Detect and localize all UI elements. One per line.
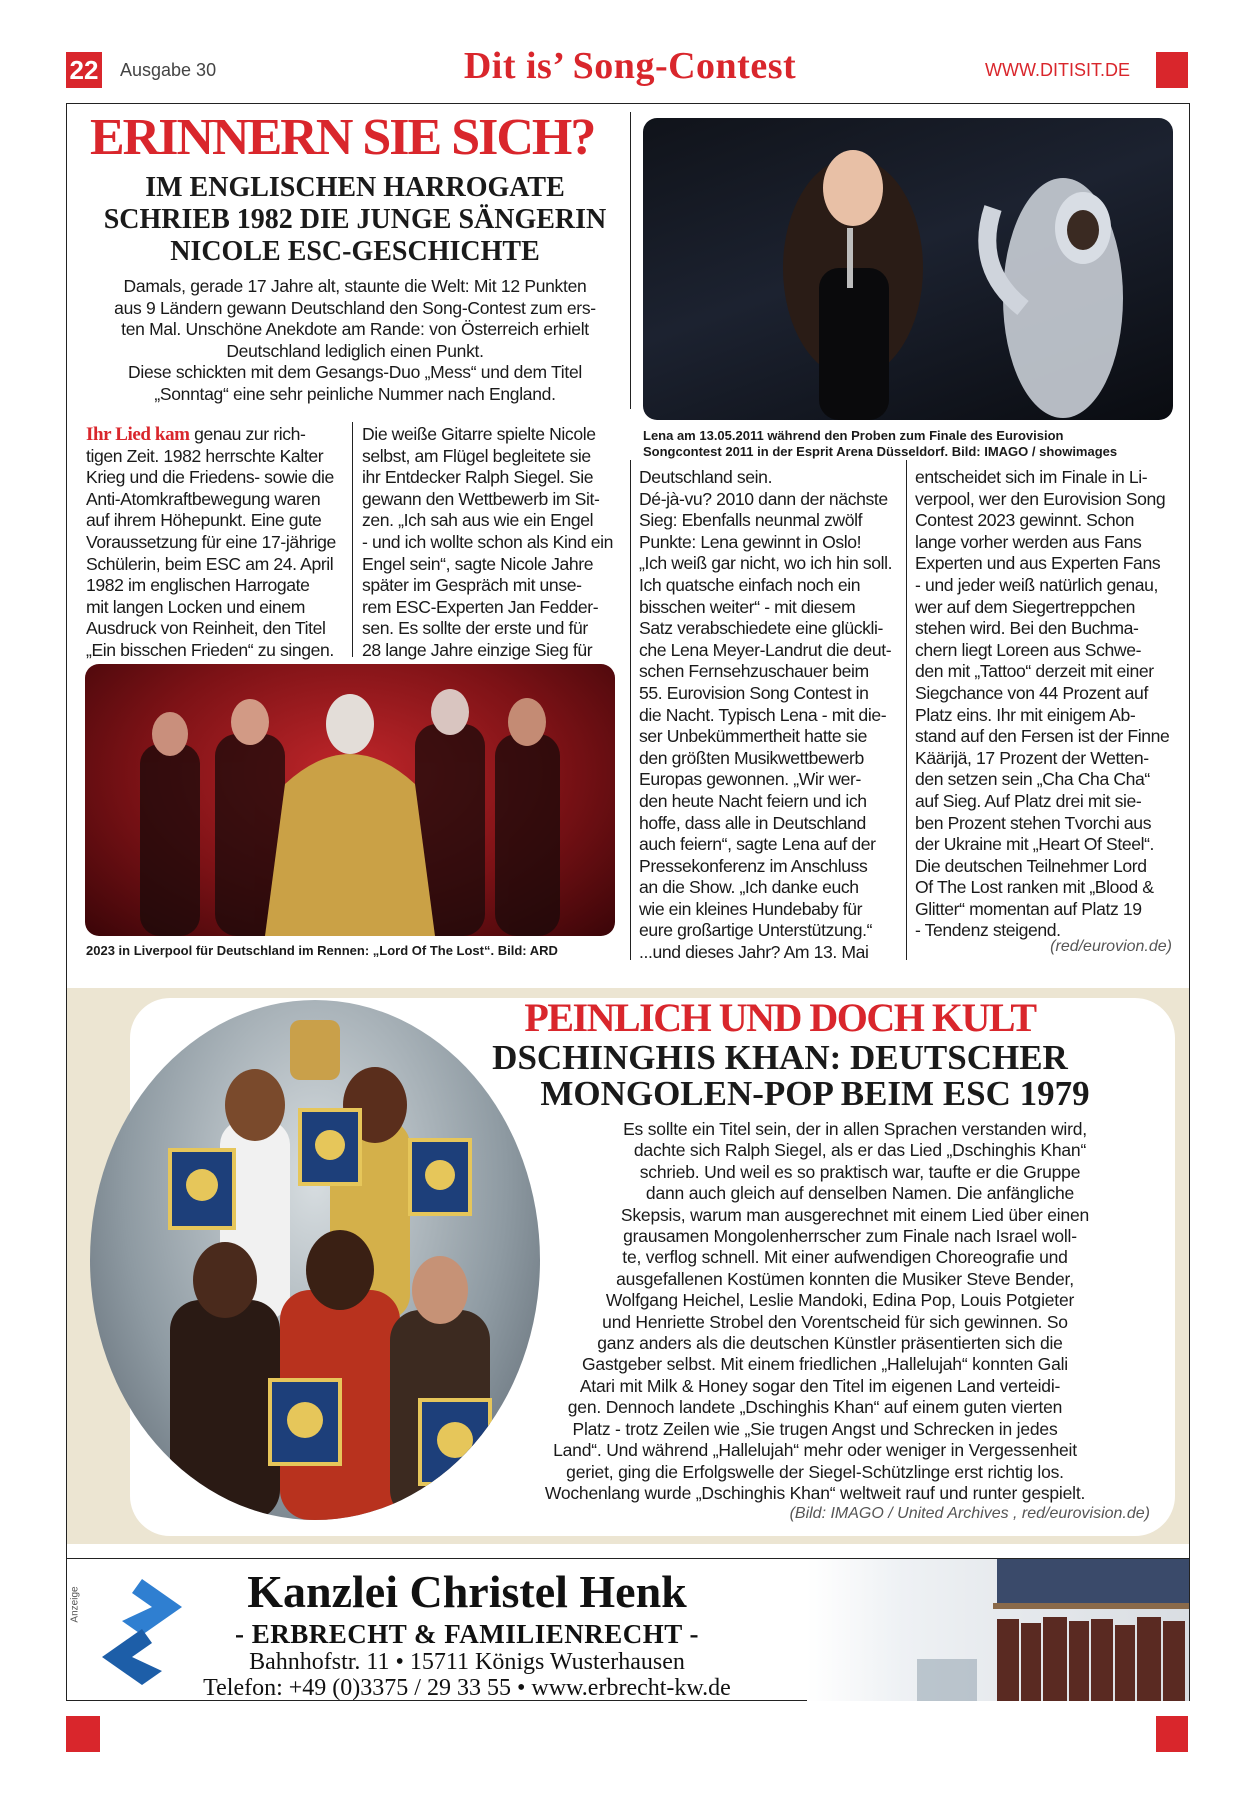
lead-in: Ihr Lied kam: [86, 424, 190, 445]
lord-of-the-lost-photo: [85, 664, 615, 936]
column-rule-3: [630, 460, 631, 960]
article1-column-1: Ihr Lied kam genau zur rich- tigen Zeit. 1982 herrschte Kalter Krieg und die Friedens- sowie die Anti-Atomkraftbewegung waren auf ihrem Höhepunkt. Eine gute Voraussetzung für eine 17-jährige Schülerin, beim ESC am 24. April 1982 im englischen Harrogate mit langen Locken und einem Ausdruck von Reinheit, den Titel „Ein bisschen Frieden“ zu singen.: [86, 424, 336, 660]
article2-body: Es sollte ein Titel sein, der in allen Sprachen verstanden wird, dachte sich Ralph Siegel, als er das Lied „Dschinghis Khan“ schrieb. Und weil es so praktisch war, taufte er die Gruppe dann auch gleich auf denselben Namen. Die anfängliche Skepsis, warum man ausgerechnet mit einem Lied über einen grausamen Mongolenherrscher zum Finale nach Israel woll- te, verflog schnell. Mit einer aufwendigen Choreografie und ausgefallenen Kostümen konnten die Musiker Steve Bender, Wolfgang Heichel, Leslie Mandoki, Edina Pop, Louis Potgieter und Henriette Strobel den Vorentscheid für sich gewinnen. So ganz anders als die deutschen Künstler präsentierten sich die Gastgeber selbst. Mit einem friedlichen „Hallelujah“ konnten Gali Atari mit Milk & Honey sogar den Titel im eigenen Land verteidi- gen. Dennoch landete „Dschinghis Khan“ auf einem guten vierten Platz - trotz Zeilen wie „Sie trugen Angst und Schrecken in jedes Land“. Und während „Hallelujah“ mehr oder weniger in Vergessenheit geriet, ging die Erfolgswelle der Siegel-Schützlinge erst richtig los. Wochenlang wurde „Dschinghis Khan“ weltweit rauf und runter gespielt.: [544, 1119, 1090, 1503]
article1-column-3: Deutschland sein. Dé-jà-vu? 2010 dann der nächste Sieg: Ebenfalls neunmal zwölf Punkte: Lena gewinnt in Oslo! „Ich weiß gar nicht, wo ich hin soll. Ich quatsche einfach noch ein bisschen weiter“ - mit diesem Satz verabschiedete eine glückli- che Lena Meyer-Landrut die deut- schen Fernsehzuschauer beim 55. Eurovision Song Contest in die Nacht. Typisch Lena - mit die- ser Unbekümmertheit hatte sie den größten Musikwettbewerb Europas gewonnen. „Wir wer- den heute Nacht feiern und ich hoffe, dass alle in Deutschland auch feiern“, sagte Lena auf der Pressekonferenz im Anschluss an die Show. „Ich danke euch wie ein kleines Hundebaby für eure großartige Unterstützung.“ ...und dieses Jahr? Am 13. Mai: [639, 467, 893, 963]
corner-marker-top-right: [1156, 52, 1188, 88]
bookshelf-drawing: [807, 1559, 1189, 1701]
bookshelf-photo: [807, 1559, 1189, 1701]
article1-intro: Damals, gerade 17 Jahre alt, staunte die Welt: Mit 12 Punkten aus 9 Ländern gewann Deutschland den Song-Contest zum ers- ten Mal. Unschöne Anekdote am Rande: von Österreich erhielt Deutschland lediglich einen Punkt. Diese schickten mit dem Gesangs-Duo „Mess“ und dem Titel „Sonntag“ eine sehr peinliche Nummer nach England.: [114, 276, 596, 404]
band-photo-drawing: [85, 664, 615, 936]
ad-subtitle: - ERBRECHT & FAMILIENRECHT -: [234, 1619, 700, 1649]
article2-credit: (Bild: IMAGO / United Archives , red/eurovision.de): [789, 1505, 1150, 1522]
article2-headline: PEINLICH UND DOCH KULT: [524, 995, 1036, 1040]
article1-column-4: entscheidet sich im Finale in Li- verpool, wer den Eurovision Song Contest 2023 gewinnt. Schon lange vorher werden aus Fans Experten und aus Experten Fans - und jeder weiß natürlich genau, wer auf dem Siegertreppchen stehen wird. Bei den Buchma- chern liegt Loreen aus Schwe- den mit „Tattoo“ derzeit mit einer Siegchance von 44 Prozent auf Platz eins. Ihr mit einigem Ab- stand auf den Fersen ist der Finne Käärijä, 17 Prozent der Wetten- den setzen sein „Cha Cha Cha“ auf Sieg. Auf Platz drei mit sie- ben Prozent stehen Tvorchi aus der Ukraine mit „Heart Of Steel“. Die deutschen Teilnehmer Lord Of The Lost ranken mit „Blood & Glitter“ momentan auf Platz 19 - Tendenz steigend.: [915, 467, 1170, 941]
issue-label: Ausgabe 30: [120, 60, 217, 80]
column-rule-1: [630, 112, 631, 409]
article1-headline: ERINNERN SIE SICH?: [90, 109, 595, 166]
lena-caption: Lena am 13.05.2011 während den Proben zum Finale des Eurovision Songcontest 2011 in der Esprit Arena Düsseldorf. Bild: IMAGO / showimages: [643, 428, 1118, 459]
page-number: 22: [66, 52, 102, 88]
website-link[interactable]: WWW.DITISIT.DE: [985, 60, 1130, 80]
column-rule-4: [906, 460, 907, 960]
article1-credit: (red/eurovion.de): [1050, 938, 1172, 955]
masthead-title: Dit is’ Song-Contest: [463, 45, 797, 87]
corner-marker-bottom-left: [66, 1716, 100, 1752]
lena-photo-drawing: [643, 118, 1173, 420]
corner-marker-bottom-right: [1156, 1716, 1188, 1752]
article2-subheadline: DSCHINGHIS KHAN: DEUTSCHER MONGOLEN-POP BEIM ESC 1979: [492, 1038, 1090, 1113]
ad-title: Kanzlei Christel Henk: [247, 1566, 687, 1617]
ad-label: Anzeige: [69, 1586, 81, 1623]
ad-address: Bahnhofstr. 11 • 15711 Königs Wusterhausen: [249, 1649, 685, 1675]
ad-contact: Telefon: +49 (0)3375 / 29 33 55 • www.erbrecht-kw.de: [203, 1675, 731, 1701]
article1-subheadline: IM ENGLISCHEN HARROGATE SCHRIEB 1982 DIE JUNGE SÄNGERIN NICOLE ESC-GESCHICHTE: [103, 172, 607, 267]
law-firm-logo-icon: [97, 1577, 187, 1687]
article1-column-2: Die weiße Gitarre spielte Nicole selbst, am Flügel begleitete sie ihr Entdecker Ralph Siegel. Sie gewann den Wettbewerb im Sit- zen. „Ich sah aus wie ein Engel - und ich wollte schon als Kind ein Engel sein“, sagte Nicole Jahre später im Gespräch mit unse- rem ESC-Experten Jan Fedder- sen. Es sollte der erste und für 28 lange Jahre einzige Sieg für: [362, 424, 614, 660]
column-rule-2: [352, 422, 353, 657]
advertisement: [67, 1558, 1189, 1702]
lord-caption: 2023 in Liverpool für Deutschland im Rennen: „Lord Of The Lost“. Bild: ARD: [86, 943, 558, 958]
lena-photo: [643, 118, 1173, 420]
